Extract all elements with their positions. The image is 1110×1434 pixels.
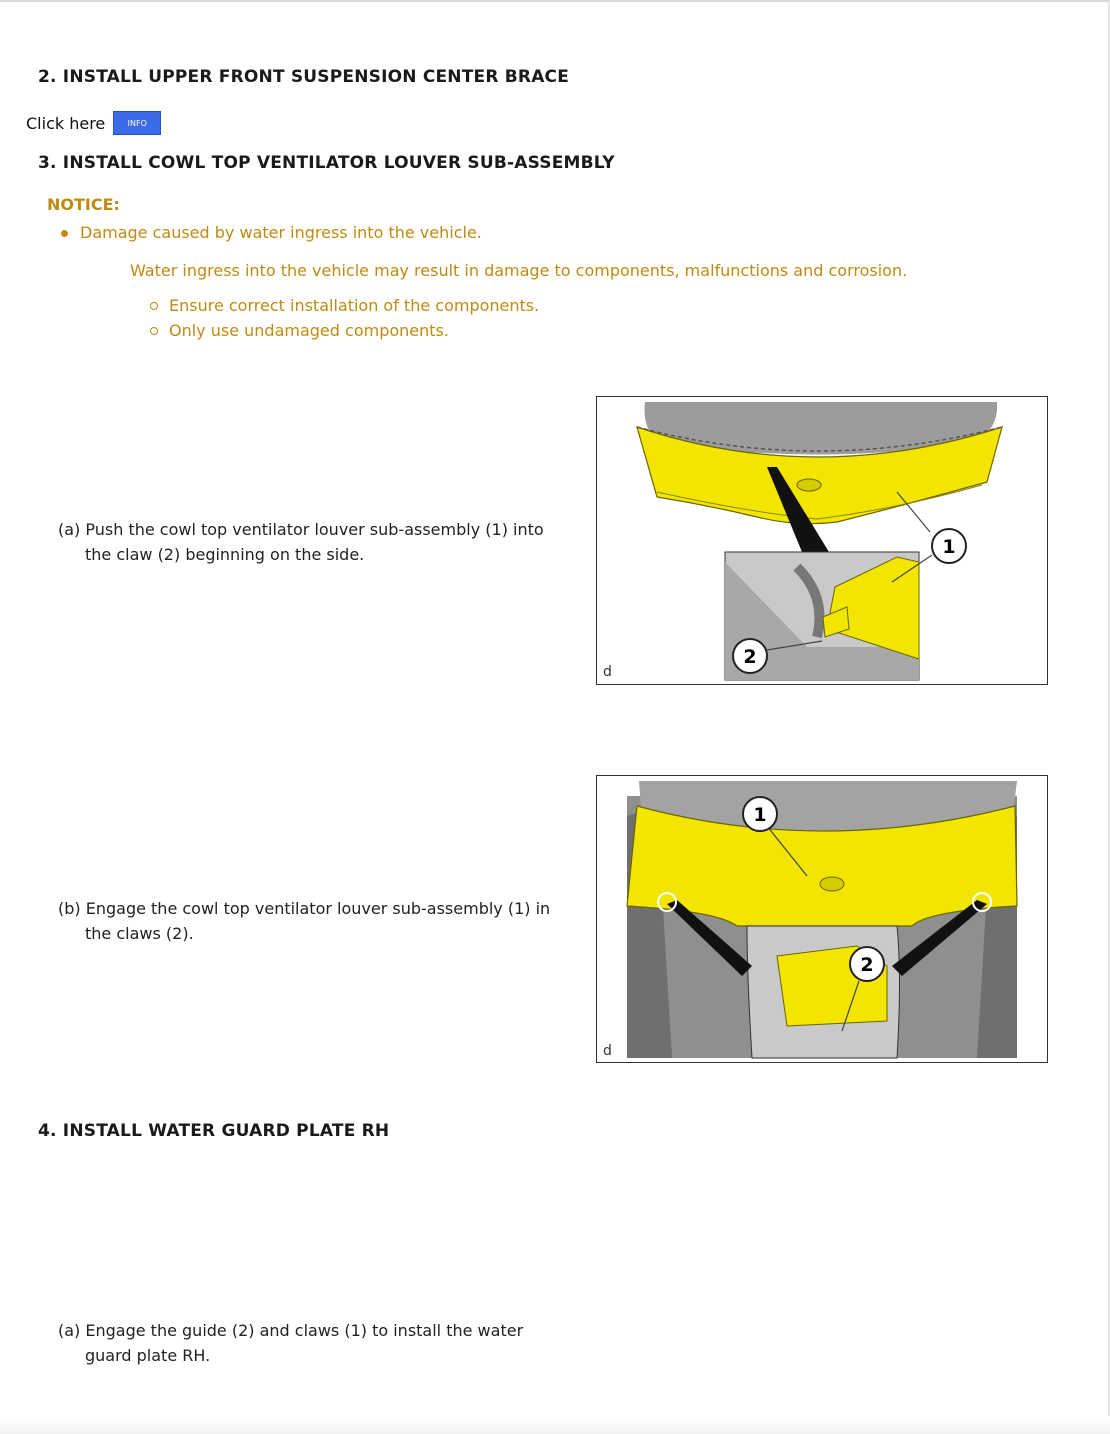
figure-cowl-louver-claw <box>596 396 1048 685</box>
click-here-row <box>26 111 161 135</box>
info-button[interactable]: INFO <box>113 111 161 135</box>
notice-title: NOTICE: <box>47 195 120 214</box>
callout-2-icon <box>850 947 884 981</box>
step-3a-line1: (a) Push the cowl top ventilator louver sub-assembly (1) into <box>58 520 544 539</box>
step-3a-text <box>58 517 578 567</box>
figure-2-illustration <box>597 776 1047 1062</box>
sub-bullet-icon <box>150 302 158 310</box>
section-4-heading: 4. INSTALL WATER GUARD PLATE RH <box>38 1121 390 1141</box>
page-top-border <box>0 0 1110 2</box>
callout-1-icon <box>932 529 966 563</box>
bullet-icon <box>61 230 68 237</box>
step-3a-line2: the claw (2) beginning on the side. <box>85 545 365 564</box>
callout-1-icon <box>743 797 777 831</box>
notice-bullet-text: Damage caused by water ingress into the vehicle. <box>80 223 482 242</box>
figure-2-callout-1: 1 <box>753 804 767 826</box>
notice-sub-item: Only use undamaged components. <box>169 321 449 340</box>
step-4a-line1: (a) Engage the guide (2) and claws (1) to install the water <box>58 1321 524 1340</box>
figure-1-illustration <box>597 397 1047 684</box>
figure-2-corner-label: d <box>603 1043 612 1059</box>
step-3b-line2: the claws (2). <box>85 924 194 943</box>
callout-2-icon <box>733 639 767 673</box>
click-here-label: Click here <box>26 113 106 133</box>
notice-sub-item: Ensure correct installation of the components. <box>169 296 540 315</box>
figure-cowl-louver-claws <box>596 775 1048 1063</box>
section-2-heading: 2. INSTALL UPPER FRONT SUSPENSION CENTER BRACE <box>38 67 570 87</box>
figure-2-callout-2: 2 <box>860 954 874 976</box>
section-3-heading: 3. INSTALL COWL TOP VENTILATOR LOUVER SUB-ASSEMBLY <box>38 153 615 173</box>
figure-1-callout-1: 1 <box>942 536 956 558</box>
step-4a-line2: guard plate RH. <box>85 1346 211 1365</box>
notice-detail: Water ingress into the vehicle may result in damage to components, malfunctions and corrosion. <box>130 261 908 280</box>
page-bottom-shade <box>0 1416 1110 1434</box>
sub-bullet-icon <box>150 327 158 335</box>
step-4a-text <box>58 1318 578 1368</box>
step-3b-line1: (b) Engage the cowl top ventilator louver sub-assembly (1) in <box>58 899 551 918</box>
figure-1-corner-label: d <box>603 664 612 680</box>
figure-1-callout-2: 2 <box>743 646 757 668</box>
step-3b-text <box>58 896 578 946</box>
